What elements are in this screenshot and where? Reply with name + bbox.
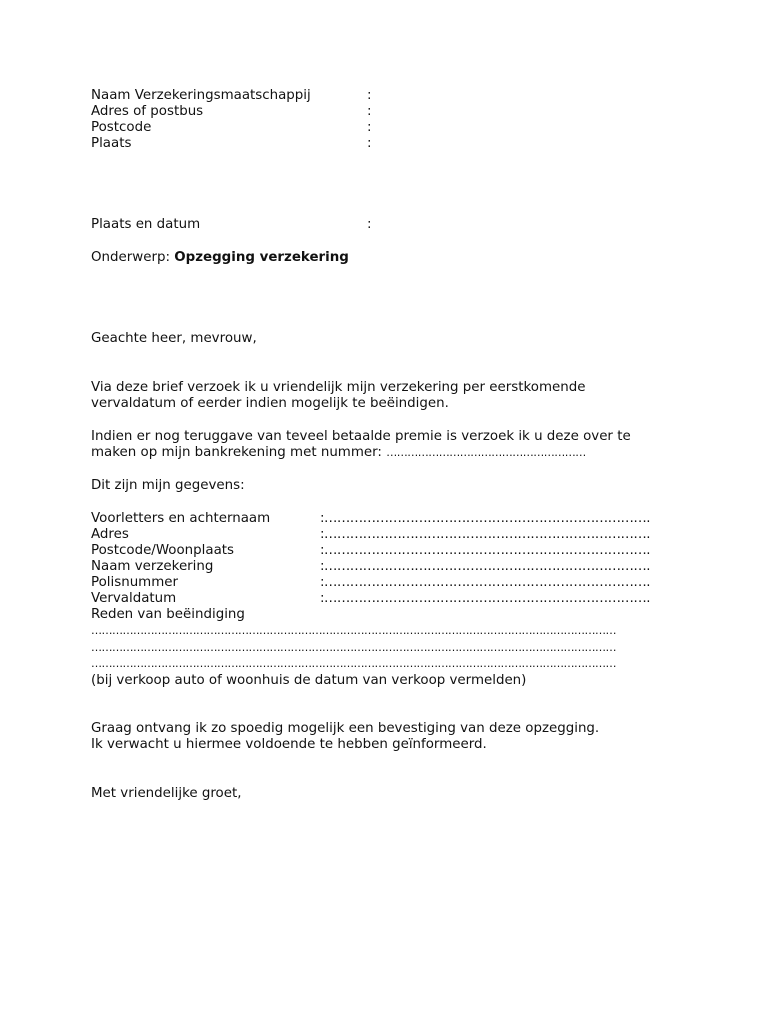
paragraph1-line2: vervaldatum of eerder indien mogelijk te beëindigen. xyxy=(91,396,449,411)
recipient-address-row xyxy=(91,104,203,120)
recipient-city-colon: : xyxy=(367,136,372,151)
details-reason-label: Reden van beëindiging xyxy=(91,607,245,622)
salutation: Geachte heer, mevrouw, xyxy=(91,331,257,346)
bank-account-field[interactable]: ………………………………………………… xyxy=(386,446,586,459)
subject-text: Opzegging verzekering xyxy=(174,250,349,265)
details-postcode-city-label: Postcode/Woonplaats xyxy=(91,543,235,558)
paragraph2-line2 xyxy=(91,445,586,461)
place-date-colon: : xyxy=(367,217,372,232)
sign-off: Met vriendelijke groet, xyxy=(91,786,242,801)
details-insurance-name-field[interactable]: :…………………………………………………………………. xyxy=(320,559,651,574)
place-date-row xyxy=(91,217,200,233)
recipient-address-colon: : xyxy=(367,104,372,119)
details-insurance-name-label: Naam verzekering xyxy=(91,559,214,574)
paragraph2-line1: Indien er nog teruggave van teveel betaalde premie is verzoek ik u deze over te xyxy=(91,429,631,444)
details-name-label: Voorletters en achternaam xyxy=(91,511,271,526)
recipient-postcode-row xyxy=(91,120,151,136)
recipient-city-row xyxy=(91,136,131,152)
paragraph1-line1: Via deze brief verzoek ik u vriendelijk mijn verzekering per eerstkomende xyxy=(91,380,586,395)
subject-line xyxy=(91,250,349,266)
details-postcode-city-field[interactable]: :…………………………………………………………………. xyxy=(320,543,651,558)
recipient-company-label: Naam Verzekeringsmaatschappij xyxy=(91,88,311,103)
details-note: (bij verkoop auto of woonhuis de datum van verkoop vermelden) xyxy=(91,673,527,688)
recipient-address-label: Adres of postbus xyxy=(91,104,204,119)
recipient-company-colon: : xyxy=(367,88,372,103)
recipient-city-label: Plaats xyxy=(91,136,132,151)
details-expiry-date-label: Vervaldatum xyxy=(91,591,177,606)
details-intro: Dit zijn mijn gegevens: xyxy=(91,478,245,493)
recipient-postcode-colon: : xyxy=(367,120,372,135)
place-date-label: Plaats en datum xyxy=(91,217,201,232)
details-expiry-date-field[interactable]: :…………………………………………………………………. xyxy=(320,591,651,606)
details-name-field[interactable]: :…………………………………………………………………. xyxy=(320,511,651,526)
details-address-field[interactable]: :…………………………………………………………………. xyxy=(320,527,651,542)
closing-line1: Graag ontvang ik zo spoedig mogelijk een bevestiging van deze opzegging. xyxy=(91,721,600,736)
recipient-postcode-label: Postcode xyxy=(91,120,152,135)
details-reason-line-1[interactable]: …………………………………………………………………………………………………………………………………… xyxy=(91,624,616,637)
details-policy-number-field[interactable]: :…………………………………………………………………. xyxy=(320,575,651,590)
details-address-label: Adres xyxy=(91,527,129,542)
details-reason-line-2[interactable]: …………………………………………………………………………………………………………………………………… xyxy=(91,641,616,654)
closing-line2: Ik verwacht u hiermee voldoende te hebben geïnformeerd. xyxy=(91,737,487,752)
bank-account-label: maken op mijn bankrekening met nummer: xyxy=(91,445,387,460)
details-reason-line-3[interactable]: …………………………………………………………………………………………………………………………………… xyxy=(91,657,616,670)
subject-prefix: Onderwerp: xyxy=(91,250,175,265)
recipient-company-row xyxy=(91,88,311,104)
details-policy-number-label: Polisnummer xyxy=(91,575,179,590)
